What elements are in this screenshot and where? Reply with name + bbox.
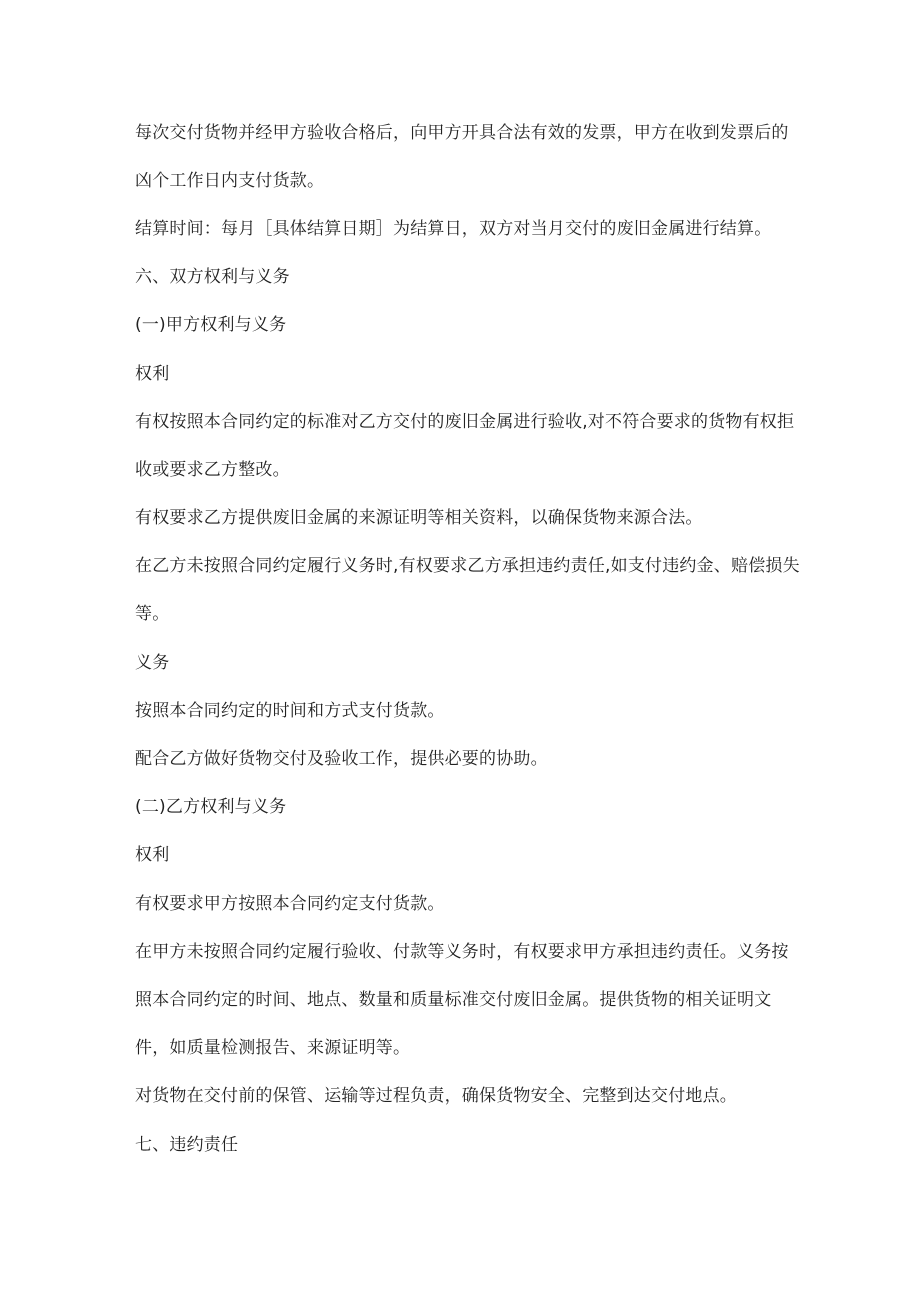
paragraph-line-breach-right: 在乙方未按照合同约定履行义务时,有权要求乙方承担违约责任,如支付违约金、赔偿损失 xyxy=(135,556,800,576)
paragraph-line-inspection-right-cont: 收或要求乙方整改。 xyxy=(135,460,290,480)
paragraph-line-custody-transport: 对货物在交付前的保管、运输等过程负责，确保货物安全、完整到达交付地点。 xyxy=(135,1086,737,1106)
paragraph-line-source-proof: 有权要求乙方提供废旧金属的来源证明等相关资料，以确保货物来源合法。 xyxy=(135,508,703,528)
paragraph-line-request-payment: 有权要求甲方按照本合同约定支付货款。 xyxy=(135,894,445,914)
paragraph-line-delivery-standard: 照本合同约定的时间、地点、数量和质量标准交付废旧金属。提供货物的相关证明文 xyxy=(135,990,772,1010)
paragraph-line-cooperate: 配合乙方做好货物交付及验收工作，提供必要的协助。 xyxy=(135,749,548,769)
paragraph-line-certificates: 件，如质量检测报告、来源证明等。 xyxy=(135,1038,411,1058)
paragraph-line-payment-days: 凶个工作日内支付货款。 xyxy=(135,171,325,191)
paragraph-line-invoice: 每次交付货物并经甲方验收合格后，向甲方开具合法有效的发票，甲方在收到发票后的 xyxy=(135,123,789,143)
label-party-b-rights: 权利 xyxy=(135,845,170,865)
section-heading-liability: 七、违约责任 xyxy=(135,1135,239,1155)
label-party-a-obligations: 义务 xyxy=(135,653,170,673)
subsection-heading-party-b: (二)乙方权利与义务 xyxy=(135,797,287,817)
label-party-a-rights: 权利 xyxy=(135,364,170,384)
paragraph-line-breach-right-cont: 等。 xyxy=(135,604,170,624)
paragraph-line-b-breach-right: 在甲方未按照合同约定履行验收、付款等义务时，有权要求甲方承担违约责任。义务按 xyxy=(135,942,789,962)
paragraph-line-pay-on-time: 按照本合同约定的时间和方式支付货款。 xyxy=(135,701,445,721)
paragraph-line-settlement-time: 结算时间：每月［具体结算日期］为结算日，双方对当月交付的废旧金属进行结算。 xyxy=(135,219,772,239)
subsection-heading-party-a: (一)甲方权利与义务 xyxy=(135,315,287,335)
section-heading-rights-obligations: 六、双方权利与义务 xyxy=(135,267,290,287)
paragraph-line-inspection-right: 有权按照本合同约定的标准对乙方交付的废旧金属进行验收,对不符合要求的货物有权拒 xyxy=(135,412,795,432)
